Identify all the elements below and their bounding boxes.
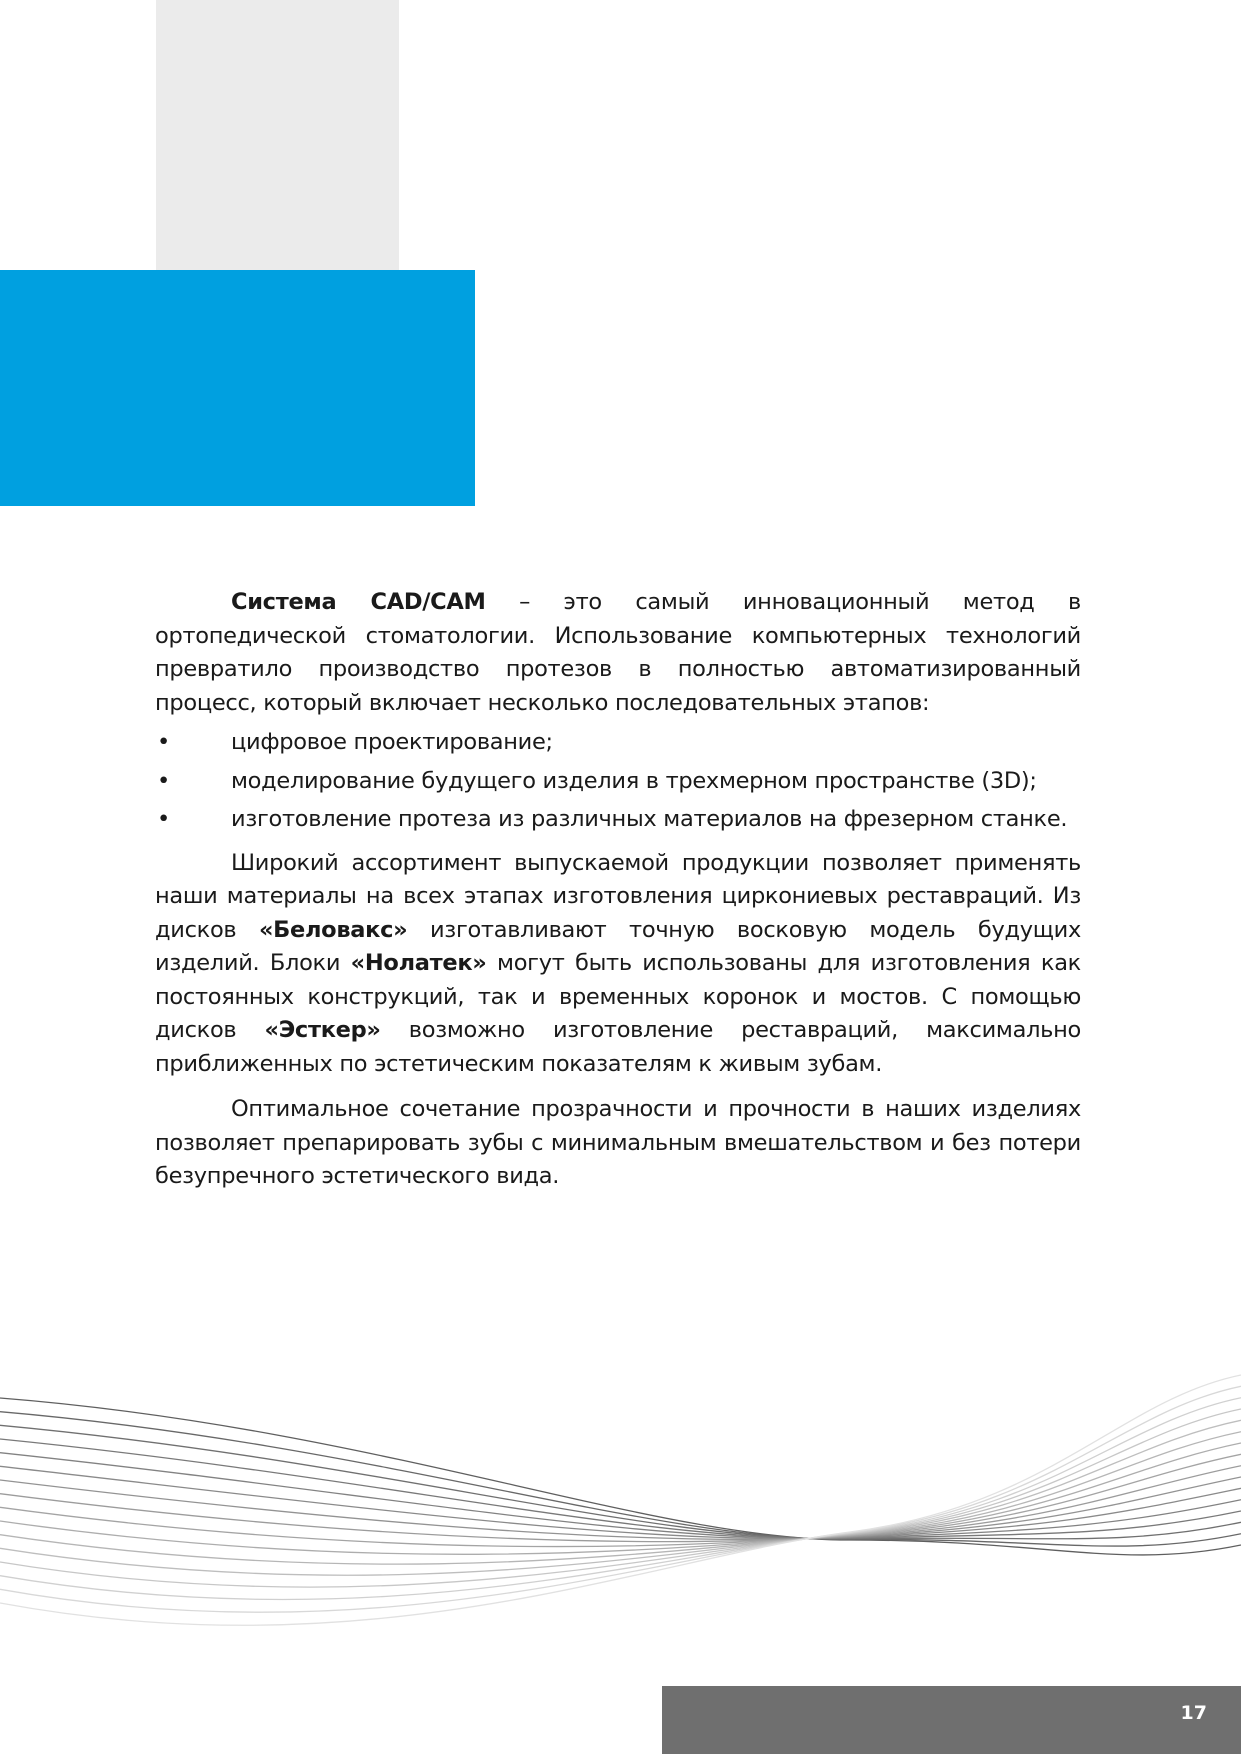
product-belovaks: «Беловакс»: [258, 916, 408, 943]
blue-rect: [0, 270, 475, 506]
list-item-text: изготовление протеза из различных материалов на фрезерном станке.: [231, 806, 1068, 832]
header-stripes: [475, 268, 1085, 508]
wave-line: [0, 1375, 1241, 1625]
footer-bar: [662, 1686, 1241, 1754]
wave-line: [0, 1412, 1241, 1546]
wave-line: [0, 1420, 1241, 1575]
products-paragraph: [155, 847, 1081, 1082]
list-item-text: моделирование будущего изделия в трехмерном пространстве (3D);: [231, 767, 1037, 794]
decorative-waves: [0, 1370, 1241, 1670]
list-item: [155, 726, 1081, 760]
product-estker: «Эсткер»: [264, 1017, 381, 1043]
intro-bold-lead: Система CAD/CAM: [231, 589, 486, 615]
list-item-text: цифровое проектирование;: [231, 729, 553, 755]
list-item: [155, 765, 1081, 799]
closing-paragraph: Оптимальное сочетание прозрачности и прочности в наших изделиях позволяет препарировать зубы с минимальным вмешательством и без потери безупречного эстетического вида.: [155, 1096, 1081, 1189]
products-text-1: Широкий ассортимент выпускаемой продукции позволяет применять наши материалы на всех этапах изготовления циркониевых реставраций. Из дисков: [155, 849, 1081, 943]
list-item: [155, 803, 1081, 837]
body-text: [155, 586, 1081, 1194]
product-nolatek: «Нолатек»: [350, 950, 487, 976]
stage-list: [155, 726, 1081, 837]
products-text-4: возможно изготовление реставраций, максимально приближенных по эстетическим показателям к живым зубам.: [155, 1017, 1081, 1077]
wave-line: [0, 1453, 1241, 1539]
wave-line: [0, 1439, 1241, 1539]
header-blue-block: [0, 270, 475, 506]
bullet-icon: •: [157, 767, 170, 794]
products-text-2: изготавливают точную восковую модель будущих изделий. Блоки: [155, 916, 1081, 976]
intro-text: – это самый инновационный метод в ортопедической стоматологии. Использование компьютерных технологий превратило производство протезов в полностью автоматизированный процесс, который включает несколько последовательных этапов:: [155, 589, 1081, 716]
page-number: 17: [1180, 1702, 1207, 1724]
bullet-icon: •: [157, 729, 170, 755]
wave-line: [0, 1443, 1241, 1554]
intro-paragraph: [155, 586, 1081, 720]
products-text-3: могут быть использованы для изготовления как постоянных конструкций, так и временных коронок и мостов. С помощью дисков: [155, 950, 1081, 1043]
header-gray-block: [156, 0, 399, 270]
bullet-icon: •: [157, 806, 170, 832]
